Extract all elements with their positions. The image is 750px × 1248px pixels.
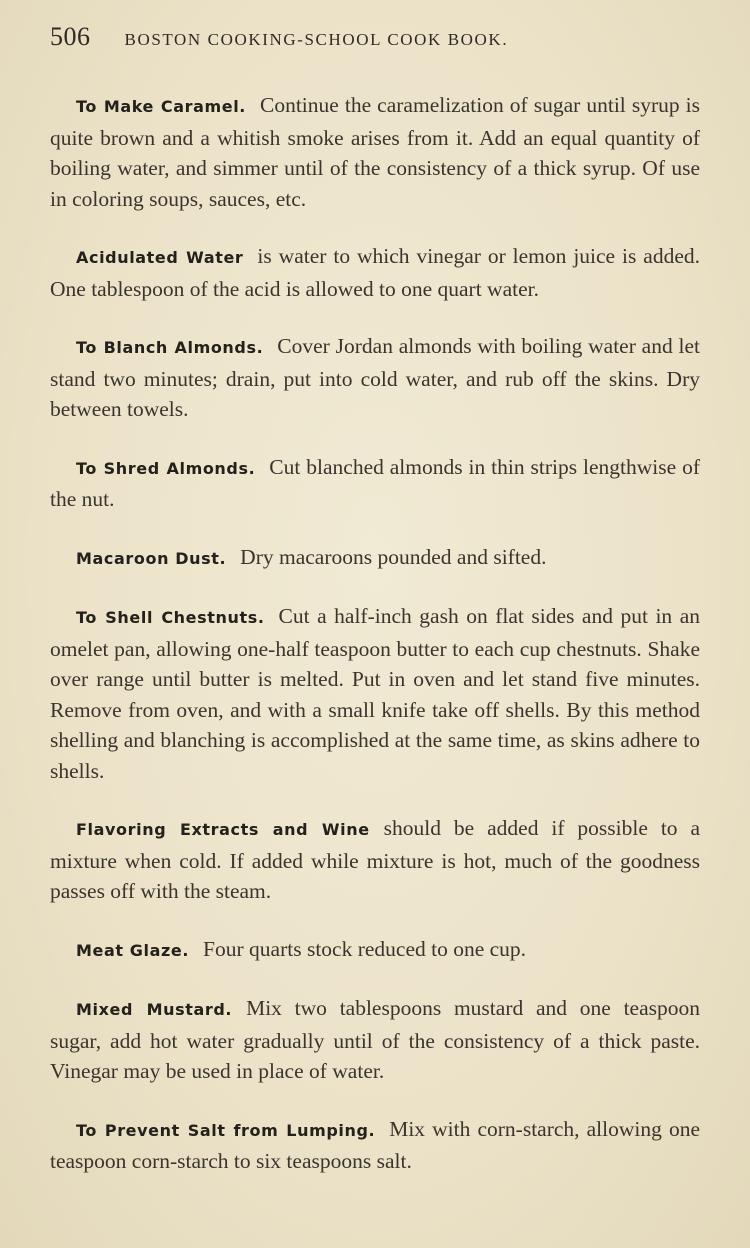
entry-body: Mix two tablespoons mustard and one teaspoon sugar, add hot water gradually until of the consistency of a thick paste. Vinegar may be used in place of water. [50, 996, 700, 1083]
running-head [50, 22, 700, 52]
entry-body: Cover Jordan almonds with boiling water and let stand two minutes; drain, put into cold water, and rub off the skins. Dry between towels. [50, 334, 700, 421]
entry-body: Cut blanched almonds in thin strips lengthwise of the nut. [50, 454, 700, 511]
entry-to-blanch-almonds [50, 331, 700, 425]
entry-acidulated-water [50, 241, 700, 304]
entry-heading: Macaroon Dust. [76, 548, 227, 568]
entry-body: Mix with corn-starch, allowing one teaspoon corn-starch to six teaspoons salt. [50, 1116, 701, 1173]
entry-body: should be added if possible to a mixture when cold. If added while mixture is hot, much of the goodness passes off with the steam. [50, 816, 700, 903]
entry-to-prevent-salt-from-lumping [50, 1114, 700, 1177]
entry-body: Four quarts stock reduced to one cup. [203, 936, 527, 961]
entry-heading: To Make Caramel. [76, 97, 246, 116]
entry-heading: Meat Glaze. [76, 940, 190, 960]
entry-flavoring-extracts-and-wine [50, 813, 700, 907]
entry-to-shred-almonds [50, 452, 700, 515]
page-number: 506 [50, 22, 91, 51]
entry-macaroon-dust [50, 542, 700, 575]
entry-meat-glaze [50, 934, 700, 967]
entry-body: Dry macaroons pounded and sifted. [240, 544, 547, 569]
entry-to-make-caramel [50, 90, 700, 214]
entry-heading: To Shred Almonds. [76, 458, 256, 478]
entry-heading: Mixed Mustard. [76, 1000, 233, 1019]
entry-heading: Acidulated Water [76, 248, 244, 267]
entry-body: Cut a half-inch gash on flat sides and put in an omelet pan, allowing one-half teaspoon butter to each cup chestnuts. Shake over range until butter is melted. Put in oven and let stand five minutes. Remove from oven, and with a small knife take off shells. By this method shelling and blanching is accomplished at the same time, as skins adhere to shells. [50, 604, 700, 783]
entry-heading: Flavoring Extracts and Wine [76, 820, 370, 839]
book-page [50, 22, 700, 1204]
entry-body: Continue the caramelization of sugar until syrup is quite brown and a whitish smoke arises from it. Add an equal quantity of boiling water, and simmer until of the consistency of a thick syrup. Of use in coloring soups, sauces, etc. [50, 93, 700, 211]
book-title: BOSTON COOKING-SCHOOL COOK BOOK. [124, 30, 509, 49]
entry-heading: To Blanch Almonds. [76, 338, 264, 357]
entry-heading: To Shell Chestnuts. [76, 608, 265, 627]
entry-mixed-mustard [50, 993, 700, 1087]
entry-body: is water to which vinegar or lemon juice is added. One tablespoon of the acid is allowed to one quart water. [50, 244, 700, 301]
entry-heading: To Prevent Salt from Lumping. [76, 1120, 376, 1140]
entry-to-shell-chestnuts [50, 601, 700, 786]
